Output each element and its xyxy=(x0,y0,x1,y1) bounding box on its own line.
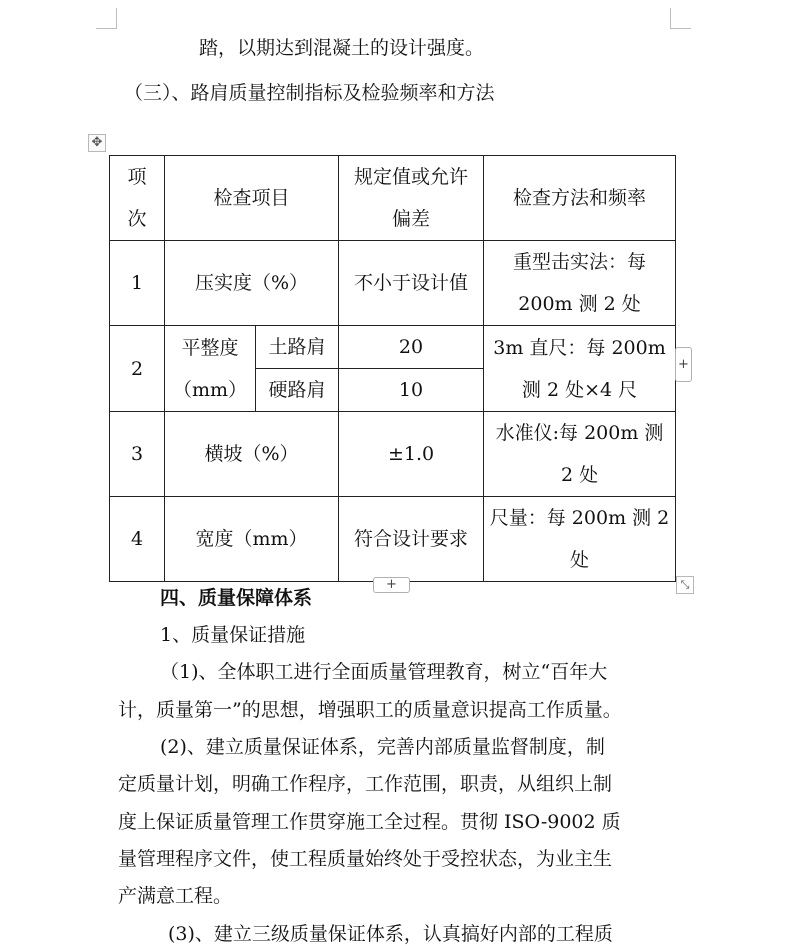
table-row xyxy=(110,326,676,369)
add-column-plus-icon[interactable]: + xyxy=(675,347,692,382)
body-line: (2)、建立质量保证体系，完善内部质量监督制度，制 xyxy=(160,736,605,758)
body-line: 产满意工程。 xyxy=(118,885,233,907)
page-corner-mark-top-right xyxy=(670,8,691,29)
body-line: (3)、建立三级质量保证体系，认真搞好内部的工程质 xyxy=(168,923,613,945)
header-cell-method: 检查方法和频率 xyxy=(484,156,676,241)
body-line: 量管理程序文件，使工程质量始终处于受控状态，为业主生 xyxy=(118,848,613,870)
cell-item: 压实度（%） xyxy=(165,241,339,326)
cell-method xyxy=(484,497,676,582)
cell-method xyxy=(484,241,676,326)
body-line: 定质量计划，明确工作程序，工作范围，职责，从组织上制 xyxy=(118,773,613,795)
cell-index: 3 xyxy=(110,412,165,497)
method-line1: 重型击实法：每 xyxy=(513,251,647,273)
item-line2: （mm） xyxy=(172,378,248,401)
cell-index: 2 xyxy=(110,326,165,412)
method-line2: 测 2 处×4 尺 xyxy=(521,378,638,401)
cell-method xyxy=(484,412,676,497)
method-line1: 3m 直尺：每 200m xyxy=(493,336,666,359)
cell-item: 横坡（%） xyxy=(165,412,339,497)
cell-value: 符合设计要求 xyxy=(339,497,484,582)
method-line2: 处 xyxy=(570,549,590,571)
table-resize-icon[interactable]: ⤡ xyxy=(676,576,694,594)
header-cell-value xyxy=(339,156,484,241)
header-index-line1: 项 xyxy=(127,166,147,188)
table-row xyxy=(110,497,676,582)
item-line1: 平整度 xyxy=(181,336,239,359)
cell-index: 4 xyxy=(110,497,165,582)
cell-value: 不小于设计值 xyxy=(339,241,484,326)
cell-value: 20 xyxy=(339,326,484,369)
page-corner-mark-top-left xyxy=(96,8,117,29)
table-move-icon[interactable]: ✥ xyxy=(88,134,106,152)
table-row xyxy=(110,241,676,326)
header-cell-index xyxy=(110,156,165,241)
quality-control-table xyxy=(109,155,676,582)
add-row-plus-icon[interactable]: + xyxy=(373,577,410,593)
section-heading-3: （三）、路肩质量控制指标及检验频率和方法 xyxy=(124,82,495,104)
header-cell-item: 检查项目 xyxy=(165,156,339,241)
cell-subitem-hard-shoulder: 硬路肩 xyxy=(256,369,339,412)
header-index-line2: 次 xyxy=(127,208,147,230)
table-row xyxy=(110,412,676,497)
header-value-line1: 规定值或允许 xyxy=(354,166,469,188)
body-line: 计，质量第一”的思想，增强职工的质量意识提高工作质量。 xyxy=(118,699,622,721)
method-line2: 200m 测 2 处 xyxy=(518,293,641,315)
section-heading-4: 四、质量保障体系 xyxy=(160,587,313,609)
subheading-1: 1、质量保证措施 xyxy=(160,624,306,646)
cell-subitem-earth-shoulder: 土路肩 xyxy=(256,326,339,369)
cell-method xyxy=(484,326,676,412)
method-line1: 尺量：每 200m 测 2 xyxy=(489,507,670,529)
header-value-line2: 偏差 xyxy=(392,208,431,230)
body-line: 度上保证质量管理工作贯穿施工全过程。贯彻 ISO-9002 质 xyxy=(118,811,621,833)
paragraph-continuation: 踏，以期达到混凝土的设计强度。 xyxy=(199,37,485,59)
cell-item: 宽度（mm） xyxy=(165,497,339,582)
cell-item xyxy=(165,326,256,412)
method-line2: 2 处 xyxy=(560,464,599,486)
cell-index: 1 xyxy=(110,241,165,326)
body-line: （1)、全体职工进行全面质量管理教育，树立“百年大 xyxy=(160,661,608,683)
cell-value: 10 xyxy=(339,369,484,412)
cell-value: ±1.0 xyxy=(339,412,484,497)
table-header-row xyxy=(110,156,676,241)
method-line1: 水准仪:每 200m 测 xyxy=(495,422,664,444)
